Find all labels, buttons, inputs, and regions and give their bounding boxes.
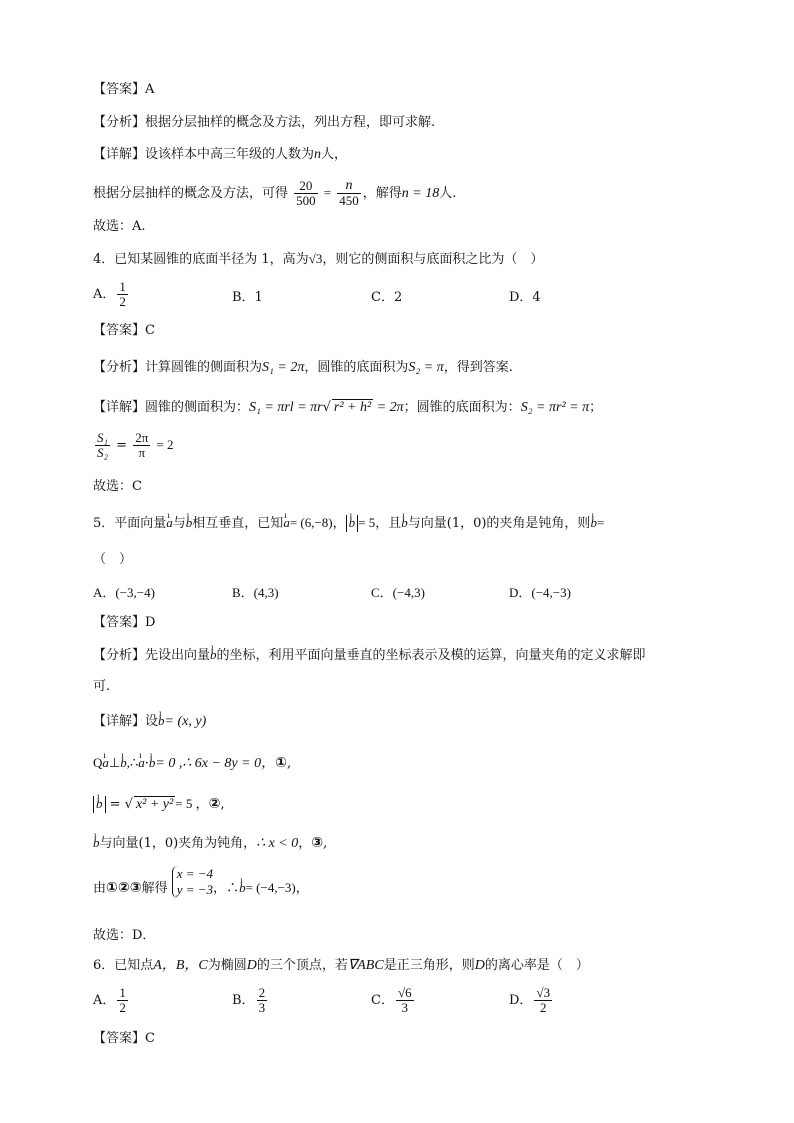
q5-choose: 故选：D． [93,928,156,943]
q5-detail-line-3: ı b = √ x² + y² = 5 ，②, [93,795,225,814]
q6-option-a: A． $\frac{1}{2}$ [93,985,126,1015]
q5-detail-line-4: ı b与向量(1，0)夹角为钝角，∴ x < 0，③, [93,834,327,853]
q4-choose: 故选：C [93,479,142,494]
q4-option-a: A． $\frac{1}{2}$ [93,279,126,309]
q5-option-b: B．(4,3) [232,585,279,600]
q4-detail-line-2: $\frac{\text{S₁}}{\text{S₂}}$ = $\frac{2\pi}{\pi}$ = 2 [97,430,174,460]
q3-analysis-line [93,114,435,132]
fraction-20-500: $\frac{20}{500}$ [296,178,316,208]
fraction-n-450: $\frac{n}{450}$ [339,178,359,208]
q5-analysis-line-1: 【分析】先设出向量ı b的坐标，利用平面向量垂直的坐标表示及模的运算，向量夹角的定义求解即 [93,646,646,665]
q3-detail-line-2: 根据分层抽样的概念及方法，可得 $\frac{20}{500}$ = $\frac{n}{450}$ ，解得n = 18人. [93,178,457,208]
q6-stem: 6．已知点A，B，C为椭圆D的三个顶点，若∇ABC是正三角形，则D的离心率是（ ） [93,958,589,973]
q6-option-d: D． $\frac{√3}{2}$ [509,985,551,1015]
q6-option-b: B． $\frac{2}{3}$ [232,985,266,1015]
detail-tag: 【详解】 [93,147,146,162]
q6-answer-line: 【答案】C [93,1031,155,1046]
q4-analysis-line: 【分析】计算圆锥的侧面积为S₁ = 2π，圆锥的底面积为S₂ = π，得到答案. [93,360,513,375]
q5-stem-paren: （ ） [93,552,133,567]
q5-detail-line-5: 由①②③解得 x = −4 y = −3 ，∴ı b= (−4,−3)， [93,866,309,911]
q5-option-c: C．(−4,3) [371,585,425,600]
q5-option-a: A．(−3,−4) [93,585,155,600]
answer-tag: 【答案】 [93,82,146,97]
q4-answer-line: 【答案】C [93,323,155,338]
q3-answer-line [93,81,154,99]
q5-option-d: D．(−4,−3) [509,585,571,600]
q4-option-b: B．1 [232,290,263,305]
q4-option-d: D．4 [509,290,541,305]
q5-analysis-line-2: 可. [93,679,111,694]
q6-option-c: C． $\frac{√6}{3}$ [371,985,412,1015]
q5-answer-line: 【答案】D [93,615,156,630]
q5-detail-line-2: Qı a⊥ı b,∴ı a·ı b= 0 ,∴ 6x − 8y = 0，①, [93,754,291,773]
q5-answer: D [145,615,156,630]
analysis-tag: 【分析】 [93,115,146,130]
q4-stem: 4．已知某圆锥的底面半径为 1，高为√3，则它的侧面积与底面积之比为（ ） [93,251,544,267]
q4-detail-line-1: 【详解】圆锥的侧面积为：S₁ = πrl = πr√ r² + h² = 2π；圆锥的底面积为：S₂ = πr² = π； [93,400,603,415]
q3-choose: 故选：A. [93,219,146,234]
q5-detail-line-1: 【详解】设ı b= (x, y) [93,712,206,731]
q4-option-c: C．2 [371,290,403,305]
q4-answer: C [145,323,155,338]
q6-answer: C [145,1031,155,1046]
q5-stem-line-1: 5．平面向量ı a与ı b相互垂直，已知ı a= (6,−8)，ı b = 5，且ı b与向量(1，0)的夹角是钝角，则ı b= [93,514,604,533]
q3-analysis: 根据分层抽样的概念及方法，列出方程，即可求解. [145,115,436,130]
q3-answer: A [145,82,155,97]
q3-detail-line-1: 【详解】设该样本中高三年级的人数为n人， [93,147,348,162]
